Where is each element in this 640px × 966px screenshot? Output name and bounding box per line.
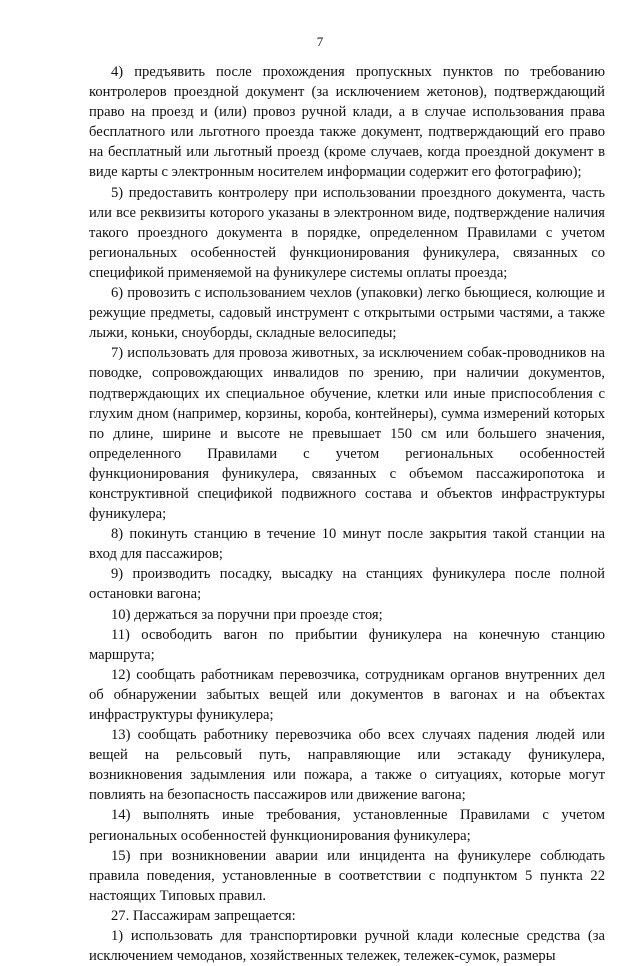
paragraph-item-11: 11) освободить вагон по прибытии фуникулера на конечную станцию маршрута;: [89, 626, 605, 663]
section-heading-27: 27. Пассажирам запрещается:: [111, 907, 296, 924]
paragraph-item-12: 12) сообщать работникам перевозчика, сотрудникам органов внутренних дел об обнаружении забытых вещей или документов в вагонах и на объектах инфраструктуры фуникулера;: [89, 666, 605, 723]
paragraph-item-10: 10) держаться за поручни при проезде стоя;: [111, 606, 383, 623]
paragraph-item-9: 9) производить посадку, высадку на станциях фуникулера после полной остановки вагона;: [89, 566, 605, 603]
paragraph-item-5: 5) предоставить контролеру при использовании проездного документа, часть или все реквизиты которого указаны в электронном виде, подтверждение наличия такого проездного документа в порядке, определенном Правилами с учетом региональных особенностей функционирования фуникулера, связанных со спецификой применяемой на фуникулере системы оплаты проезда;: [89, 184, 605, 281]
page-number: 7: [316, 34, 324, 49]
paragraph-item-13: 13) сообщать работнику перевозчика обо всех случаях падения людей или вещей на рельсовый путь, направляющие или эстакаду фуникулера, возникновения задымления или пожара, а также о ситуациях, которые могут повлиять на безопасность пассажиров или движение вагона;: [89, 727, 605, 804]
document-body: [89, 62, 605, 966]
paragraph-item-8: 8) покинуть станцию в течение 10 минут после закрытия такой станции на вход для пассажиров;: [89, 526, 605, 563]
paragraph-item-14: 14) выполнять иные требования, установленные Правилами с учетом региональных особенностей функционирования фуникулера;: [89, 807, 605, 844]
paragraph-item-15: 15) при возникновении аварии или инцидента на фуникулере соблюдать правила поведения, установленные в соответствии с подпунктом 5 пункта 22 настоящих Типовых правил.: [89, 847, 605, 904]
paragraph-item-7: 7) использовать для провоза животных, за исключением собак-проводников на поводке, сопровождающих инвалидов по зрению, при наличии документов, подтверждающих их специальное обучение, клетки или иные приспособления с глухим дном (например, корзины, короба, контейнеры), сумма измерений которых по длине, ширине и высоте не превышает 150 см или большего значения, определенного Правилами с учетом региональных особенностей функционирования фуникулера, связанных с объемом пассажиропотока и конструктивной спецификой подвижного состава и объектов инфраструктуры фуникулера;: [89, 345, 605, 523]
paragraph-item-27-1: 1) использовать для транспортировки ручной клади колесные средства (за исключением чемоданов, хозяйственных тележек, тележек-сумок, размеры: [89, 928, 605, 965]
paragraph-item-4: 4) предъявить после прохождения пропускных пунктов по требованию контролеров проездной документ (за исключением жетонов), подтверждающий право на проезд и (или) провоз ручной клади, а в случае использования права бесплатного или льготного проезда также документ, подтверждающий его право на бесплатный или льготный проезд (кроме случаев, когда проездной документ в виде карты с электронным носителем информации содержит его фотографию);: [89, 64, 605, 181]
paragraph-item-6: 6) провозить с использованием чехлов (упаковки) легко бьющиеся, колющие и режущие предметы, садовый инструмент с открытыми острыми частями, а также лыжи, коньки, сноуборды, складные велосипеды;: [89, 285, 605, 342]
